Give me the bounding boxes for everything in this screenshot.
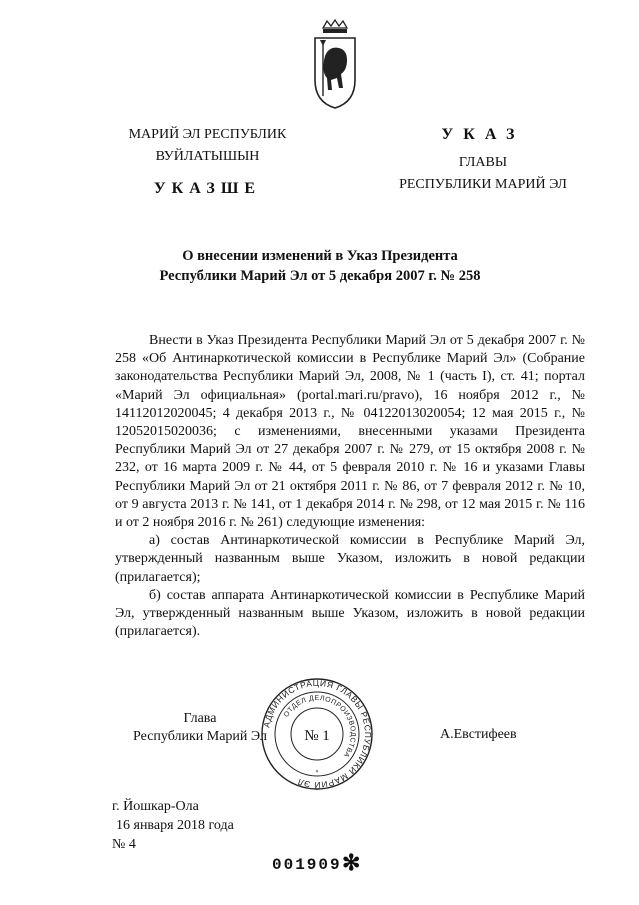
coat-of-arms-emblem [311,18,359,110]
header-right-line1: УКАЗ [441,126,525,143]
document-title-line1: О внесении изменений в Указ Президента [182,248,458,264]
official-stamp-seal [258,678,376,790]
svg-text:*: * [315,770,319,776]
asterisk-mark-icon: ✻ [342,850,361,875]
registration-number: 001909 [272,856,342,874]
document-body [115,332,585,641]
header-right-line3: РЕСПУБЛИКИ МАРИЙ ЭЛ [399,177,567,192]
document-title [60,246,580,286]
stamp-outer-text: АДМИНИСТРАЦИЯ ГЛАВЫ РЕСПУБЛИКИ МАРИЙ ЭЛ [261,678,374,790]
stamp-inner-text: ОТДЕЛ ДЕЛОПРОИЗВОДСТВА [282,694,357,759]
header-mari-language [100,124,315,200]
body-item-a: а) состав Антинаркотической комиссии в Республике Марий Эл, утвержденный названным выше Указом, изложить в новой редакции (прилагается); [115,533,585,585]
document-title-line2: Республики Марий Эл от 5 декабря 2007 г. № 258 [159,268,481,284]
body-item-b: б) состав аппарата Антинаркотической комиссии в Республике Марий Эл, утвержденный названным выше Указом, изложить в новой редакции (прилагается). [115,587,585,640]
footer-date: 16 января 2018 года [116,818,234,833]
body-paragraph-main: Внести в Указ Президента Республики Марий Эл от 5 декабря 2007 г. № 258 «Об Антинаркотической комиссии в Республике Марий Эл» (Собрание законодательства Республики Марий Эл, 2008, № 1 (часть I), ст. 41; портал «Марий Эл официальная» (portal.mari.ru/pravo), 16 ноября 2012 г., № 14112012020045; 4 декабря 2013 г., № 04122013020054; 12 мая 2015 г., № 12052015020036; с изменениями, внесенными указами Президента Республики Марий Эл от 27 декабря 2007 г. № 279, от 15 октября 2008 г. № 232, от 16 марта 2009 г. № 44, от 5 февраля 2010 г. № 16 и указами Главы Республики Марий Эл от 21 октября 2011 г. № 86, от 7 февраля 2012 г. № 10, от 9 августа 2013 г. № 141, от 1 декабря 2014 г. № 298, от 12 мая 2015 г. № 116 и от 2 ноября 2016 г. № 261) следующие изменения: [115,333,585,531]
document-footer [112,797,234,854]
signature-label-line2: Республики Марий Эл [133,729,267,744]
footer-city: г. Йошкар-Ола [112,799,199,814]
signature-label-line1: Глава [183,711,217,726]
signer-name: А.Евстифеев [440,727,517,742]
stamp-number: № 1 [304,728,330,744]
header-left-line2: ВУЙЛАТЫШЫН [155,149,260,164]
header-left-line3: УКАЗШЕ [153,180,262,197]
signature-position [130,710,270,746]
header-russian-language [368,124,598,196]
header-right-line2: ГЛАВЫ [458,155,508,170]
footer-number: № 4 [112,837,136,852]
header-left-line1: МАРИЙ ЭЛ РЕСПУБЛИК [128,127,287,142]
